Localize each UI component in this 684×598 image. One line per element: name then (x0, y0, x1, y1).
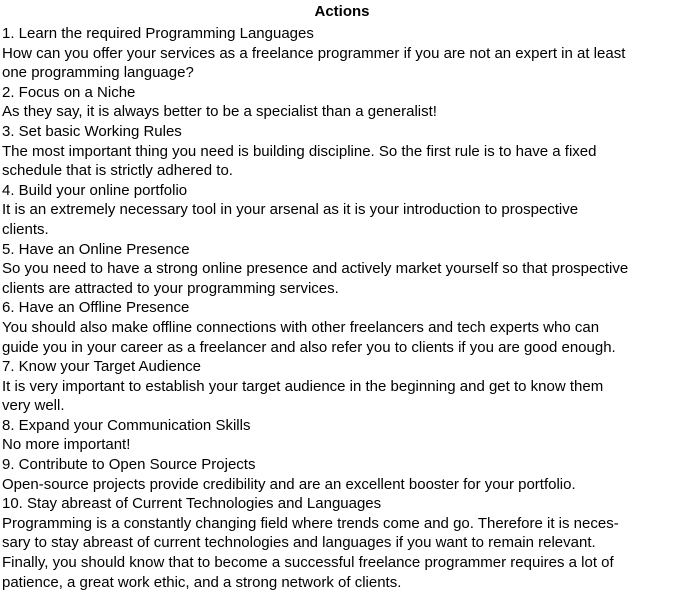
document-body (2, 24, 682, 592)
text-line: Programming is a constantly changing field where trends come and go. Therefore it is neces- (2, 514, 619, 532)
text-line: clients. (2, 220, 49, 238)
text-line: Open-source projects provide credibility and are an excellent booster for your portfolio. (2, 475, 576, 493)
text-line: very well. (2, 397, 65, 415)
text-line: 3. Set basic Working Rules (2, 122, 182, 140)
text-line: guide you in your career as a freelancer and also refer you to clients if you are good enough. (2, 338, 616, 356)
text-line: As they say, it is always better to be a specialist than a generalist! (2, 103, 437, 121)
text-line: 8. Expand your Communication Skills (2, 416, 251, 434)
text-line: 1. Learn the required Programming Languages (2, 25, 314, 42)
document-title: Actions (314, 3, 370, 20)
text-line: So you need to have a strong online presence and actively market yourself so that prospective (2, 260, 629, 278)
text-line: Finally, you should know that to become a successful freelance programmer requires a lot of (2, 554, 614, 572)
text-line: one programming language? (2, 64, 194, 82)
text-line: 6. Have an Offline Presence (2, 299, 190, 317)
text-line: 7. Know your Target Audience (2, 358, 202, 376)
text-line: sary to stay abreast of current technologies and languages if you want to remain relevant. (2, 534, 596, 552)
text-line: You should also make offline connections with other freelancers and tech experts who can (2, 318, 600, 336)
document (2, 0, 682, 592)
text-line: The most important thing you need is building discipline. So the first rule is to have a fixed (2, 142, 597, 160)
text-line: patience, a great work ethic, and a strong network of clients. (2, 573, 402, 591)
text-line: 9. Contribute to Open Source Projects (2, 456, 256, 474)
text-line: It is an extremely necessary tool in your arsenal as it is your introduction to prospective (2, 201, 579, 219)
text-line: clients are attracted to your programming services. (2, 279, 339, 297)
text-line: 2. Focus on a Niche (2, 83, 136, 101)
text-line: How can you offer your services as a freelance programmer if you are not an expert in at least (2, 44, 626, 62)
text-line: 4. Build your online portfolio (2, 181, 188, 199)
text-line: 5. Have an Online Presence (2, 240, 190, 258)
text-line: No more important! (2, 436, 131, 454)
text-line: It is very important to establish your target audience in the beginning and get to know them (2, 377, 604, 395)
text-line: schedule that is strictly adhered to. (2, 162, 233, 180)
text-line: 10. Stay abreast of Current Technologies and Languages (2, 495, 382, 513)
